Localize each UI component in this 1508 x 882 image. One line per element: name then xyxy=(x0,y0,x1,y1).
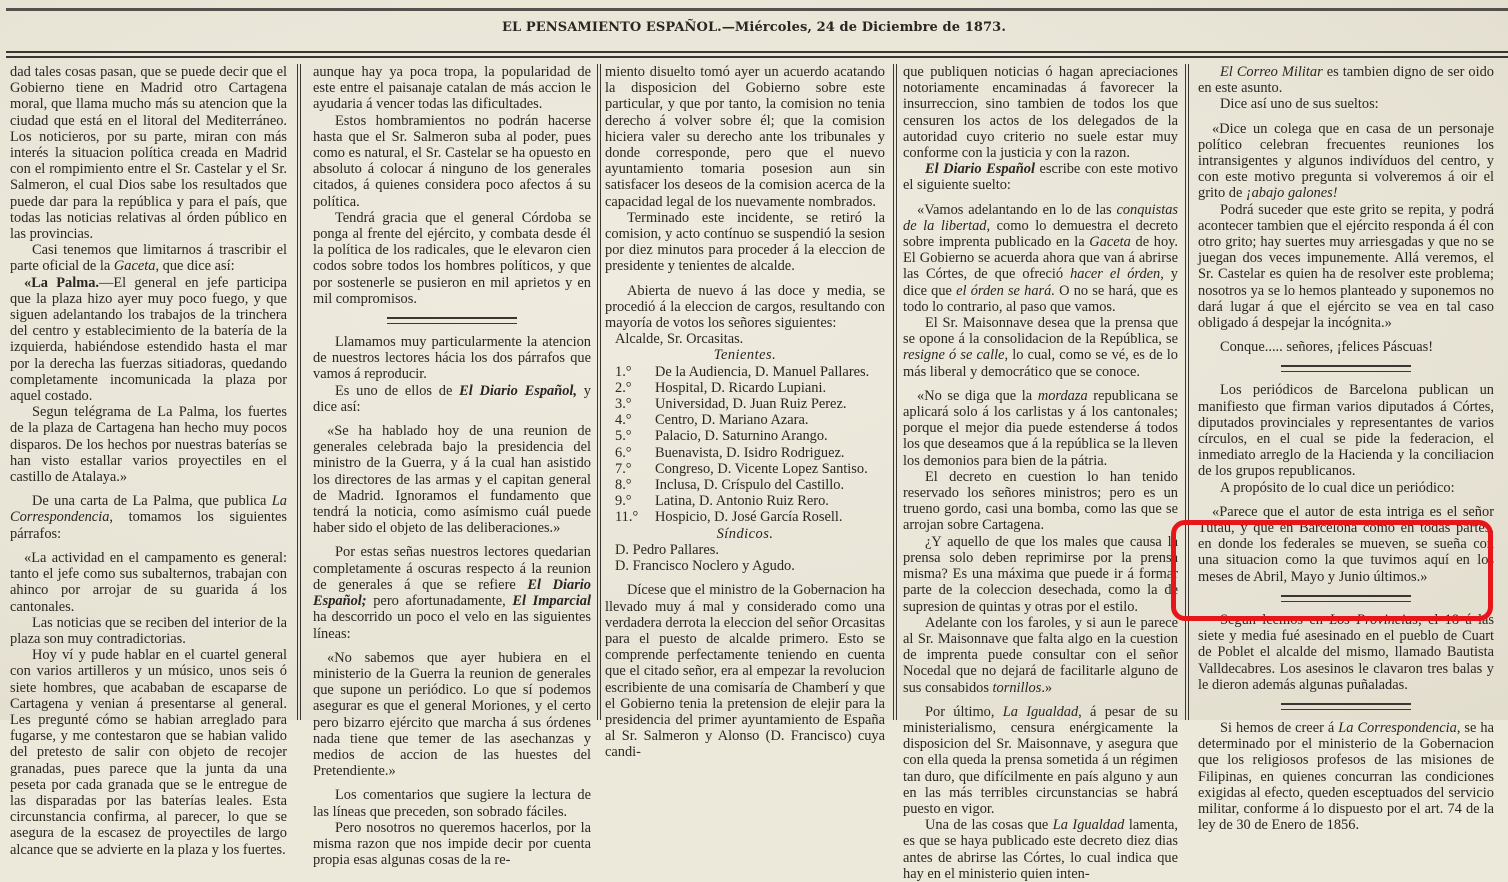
text: , como lo demuestra el decreto sobre imprenta publicado en la xyxy=(903,217,1178,251)
column-divider xyxy=(297,64,298,720)
column-1 xyxy=(10,64,287,858)
teniente-name: Congreso, D. Vicente Lopez Santiso. xyxy=(655,460,868,477)
paragraph xyxy=(903,615,1178,696)
publication-name: La Igualdad xyxy=(1052,817,1125,834)
teniente-item xyxy=(605,396,885,412)
paragraph: Pero nosotros no queremos hacerlos, por la misma razon que nos impide decir por cuenta propia esas algunas cosas de la re- xyxy=(313,819,591,869)
text: escribe con este motivo el siguiente suelto: xyxy=(903,161,1178,194)
paragraph: «La actividad en el campamento es general: tanto el jefe como sus subalternos, trabajan con ahinco por arrojar de su guarida á los cantonales. xyxy=(10,549,287,615)
teniente-name: Centro, D. Mariano Azara. xyxy=(655,412,809,429)
masthead xyxy=(0,20,1508,42)
paragraph: Llamamos muy particularmente la atencion de nuestros lectores hácia los dos párrafos que vamos á reproducir. xyxy=(313,334,591,383)
paragraph: dad tales cosas pasan, que se puede decir que el Gobierno tiene en Madrid otro Cartagena moral, que llama mucho más su atencion que la ciudad que está en el litoral del Mediterráneo. Los noticieros, por su parte, miran con más interés la situacion política creada en Madrid con el rompimiento entre el Sr. Castelar y el Sr. Salmeron, el cual Dios sabe los resultados que puede dar para la república y para el país, que todas las noticias relativas al órden público en las provincias. xyxy=(10,64,287,243)
teniente-item xyxy=(605,412,885,428)
column-2 xyxy=(313,64,591,869)
publication-name: Gaceta xyxy=(113,258,156,275)
paragraph xyxy=(10,493,287,542)
teniente-item xyxy=(605,461,885,477)
teniente-number: 9.° xyxy=(615,493,632,510)
paragraph: Dice así uno de sus sueltos: xyxy=(1220,96,1379,113)
masthead-date: —Miércoles, 24 de Diciembre de 1873. xyxy=(721,20,1006,35)
paragraph xyxy=(10,275,287,405)
column-divider xyxy=(1188,64,1189,720)
masthead-rule-lower xyxy=(6,56,1508,58)
teniente-number: 3.° xyxy=(615,396,632,413)
paragraph: Abierta de nuevo á las doce y media, se procedió á la eleccion de cargos, resultando con mayoría de votos los señores siguientes: xyxy=(605,282,885,332)
text: .» xyxy=(1041,679,1053,696)
masthead-title: EL PENSAMIENTO ESPAÑOL. xyxy=(502,20,722,35)
column-divider xyxy=(1185,64,1186,720)
publication-name: La Correspondencia xyxy=(1338,719,1457,736)
tenientes-list xyxy=(605,364,885,526)
text: Adelante con los faroles, y si aun le parece al Sr. Maisonnave que falta algo en la cuestion de imprenta puede consultar con el señor Nocedal que no dejará de facilitarle alguno de sus consabidos xyxy=(903,614,1178,696)
emphasis: el órden se hará. xyxy=(956,282,1055,299)
text: Por último, xyxy=(925,703,1003,720)
column-divider xyxy=(893,64,894,720)
teniente-name: Latina, D. Antonio Ruiz Rero. xyxy=(655,493,829,510)
dateline: «La Palma. xyxy=(24,274,99,291)
emphasis: tornillos xyxy=(992,679,1042,696)
paragraph xyxy=(1198,64,1494,96)
paragraph: Los periódicos de Barcelona publican un manifiesto que firman varios diputados á Córtes, diputados provinciales y representantes de varios círculos, en el cual se pide la federacion, el inmediato arreglo de la Hacienda y la conciliacion de los grupos republicanos. xyxy=(1198,382,1494,480)
teniente-number: 1.° xyxy=(615,363,632,380)
emphasis: ¡abajo galones! xyxy=(1245,185,1338,202)
highlighted-paragraph xyxy=(1198,612,1494,693)
text: —El general en jefe participa que la plaza hizo ayer muy poco fuego, y que siguen adelantando los trabajos de la trinchera del centro y establecimiento de la batería de la izquierda, habiéndose estendido hasta el mar por la derecha las fuerzas sitiadoras, quedando completamente incomunicada la plaza por aquel costado. xyxy=(10,274,287,405)
text: O no se hará, que es todo lo contrario, al paso que vamos. xyxy=(903,282,1178,315)
teniente-name: Palacio, D. Saturnino Arango. xyxy=(655,428,828,445)
teniente-name: Hospicio, D. José García Rosell. xyxy=(655,509,843,526)
teniente-name: Hospital, D. Ricardo Lupiani. xyxy=(655,379,827,396)
teniente-number: 11.° xyxy=(615,509,639,526)
text: Por estas señas nuestros lectores quedarian completamente á oscuras respecto á la reunion de generales á que se refiere xyxy=(313,544,591,593)
text: «Dice un colega que en casa de un personaje político celebran frecuentes reuniones los intransigentes y algunos indivíduos del centro, y con este motivo pregunta si volveremos á oir el grito de xyxy=(1198,120,1494,202)
column-divider xyxy=(597,64,598,720)
teniente-name: Inclusa, D. Críspulo del Castillo. xyxy=(655,477,845,494)
teniente-name: Buenavista, D. Isidro Rodriguez. xyxy=(655,444,845,461)
publication-name: La Igualdad xyxy=(1002,703,1079,720)
paragraph: Segun telégrama de La Palma, los fuertes de la plaza de Cartagena han hecho muy pocos disparos. De los hechos por nuestras baterías se han visto estallar varios proyectiles en el castillo de Atalaya.» xyxy=(10,404,287,486)
paragraph xyxy=(313,383,591,415)
teniente-item xyxy=(605,445,885,461)
paragraph: «Se ha hablado hoy de una reunion de generales celebrada bajo la presidencia del ministro de la Guerra, y á la cual han asistido los directores de las armas y el capitan general de Madrid. Ignoramos el fundamento que tendrá la noticia, como asímismo cuál puede haber sido el objeto de las deliberaciones.» xyxy=(313,423,591,537)
publication-name: El Correo Militar xyxy=(1220,64,1323,80)
paragraph xyxy=(1198,720,1494,833)
text: , tomamos los siguientes párrafos: xyxy=(10,509,287,542)
paragraph: Las noticias que se reciben del interior de la plaza son muy contradictorias. xyxy=(10,614,287,647)
text: , lo cual, como se vé, es de lo más liberal y democrático que se conoce. xyxy=(903,347,1178,380)
paragraph xyxy=(313,544,591,641)
teniente-item xyxy=(605,380,885,396)
paragraph: Conque..... señores, ¡felices Páscuas! xyxy=(1220,339,1433,356)
paragraph: que publiquen noticias ó hagan apreciaciones notoriamente encaminadas á favorecer la insurreccion, sino tambien de todos los que censuren los actos de los delegados de la autoridad cuyo criterio no suele estar muy conforme con la justicia y con la razon. xyxy=(903,64,1178,162)
teniente-item xyxy=(605,493,885,509)
text: Si hemos de creer á xyxy=(1220,719,1339,736)
text: De una carta de La Palma, que publica xyxy=(32,493,272,510)
teniente-name: Universidad, D. Juan Ruiz Perez. xyxy=(655,396,847,413)
text: «Vamos adelantando en lo de las xyxy=(917,201,1117,218)
column-divider xyxy=(896,64,897,720)
teniente-name: De la Audiencia, D. Manuel Pallares. xyxy=(655,363,870,380)
paragraph: «Parece que el autor de esta intriga es el señor Tutau, y que en Barcelona como en todas partes, en donde los federales se mueven, se sueña con una situacion como la que tuvimos aquí en los meses de Abril, Mayo y Junio últimos.» xyxy=(1198,503,1494,585)
text: es tambien digno de ser oido en este asunto. xyxy=(1198,64,1494,97)
publication-name: La Correspondencia xyxy=(10,493,287,526)
text: «No se diga que la xyxy=(917,387,1038,404)
teniente-item xyxy=(605,428,885,444)
publication-name: El Diario Español; xyxy=(313,576,591,610)
paragraph xyxy=(1198,121,1494,202)
text: lamenta, es que se haya publicado este decreto diez dias antes de abrirse las Córtes, lo cual indica que hay en el ministerio quien inten- xyxy=(903,817,1178,882)
text: , el 18 á las siete y media fué asesinado en el pueblo de Cuart de Poblet el alcalde del mismo, llamado Bautista Valldecabres. Los asesinos le clavaron tres balas y le dieron además algunas puñaladas. xyxy=(1198,611,1494,693)
text: republicana se aplicará solo á los carlistas y á los cantonales; porque el mejor dia puede estenderse á todos los que deseamos que á la república se la lleven los demonios para bien de la pátria. xyxy=(903,387,1178,469)
column-4 xyxy=(903,64,1178,882)
text: y dice así: xyxy=(313,382,591,415)
column-3 xyxy=(605,64,885,761)
sindico-item: D. Pedro Pallares. xyxy=(615,541,719,558)
sindico-item: D. Francisco Noclero y Agudo. xyxy=(615,558,795,575)
text: , y dice que xyxy=(903,266,1178,299)
publication-name: El Imparcial xyxy=(512,593,591,610)
paragraph xyxy=(903,388,1178,469)
paragraph: A propósito de lo cual dice un periódico: xyxy=(1220,479,1455,496)
paragraph xyxy=(903,202,1178,315)
text: Es uno de ellos de xyxy=(335,382,460,399)
text: Una de las cosas que xyxy=(925,817,1053,834)
column-divider xyxy=(300,64,301,720)
text: de hoy. El Gobierno se acuerda ahora que van á abrirse las Córtes, de que ofreció xyxy=(903,234,1178,283)
highlight-annotation-box xyxy=(1171,520,1493,621)
section-separator xyxy=(1281,703,1411,710)
paragraph: Hoy ví y pude hablar en el cuartel general con varios artilleros y un músico, unos seis ó siete hombres, que acababan de escaparse de Cartagena y venian á presentarse al general. Les pregunté cómo se habian arreglado para fugarse, y me contestaron que se habian valido del pretesto de salir con objeto de recojer granadas, pues parece que la junta da una peseta por cada granada que se le entregue de las disparadas por las baterías leales. Esta circunstancia confirma, al parecer, lo que se asegura de la escasez de proyectiles de largo alcance que se advierte en la plaza y los fuertes. xyxy=(10,647,287,858)
publication-name: El Diario Español, xyxy=(459,382,578,399)
section-separator xyxy=(1281,365,1411,372)
text: , se ha determinado por el ministerio de la Gobernacion que los religiosos profesos de las misiones de Filipinas, en quienes concurran las condiciones exigidas al efecto, queden esceptuados del servicio militar, conforme á lo dispuesto por el art. 74 de la ley de 30 de Enero de 1856. xyxy=(1198,719,1494,834)
publication-name: Los Provincias xyxy=(1329,611,1419,628)
masthead-rule-upper xyxy=(6,51,1508,53)
column-divider xyxy=(600,64,601,720)
paragraph: aunque hay ya poca tropa, la popularidad de este entre el paisanaje catalan de más accion le ayudaria á vencer todas las dificultades. xyxy=(313,64,591,113)
emphasis: hacer el órden xyxy=(1070,266,1161,283)
teniente-item xyxy=(605,509,885,525)
publication-name: El Diario Español xyxy=(925,161,1035,178)
paragraph xyxy=(10,242,287,274)
publication-name: Gaceta xyxy=(1089,234,1131,251)
paragraph xyxy=(903,704,1178,817)
text: Segun leemos en xyxy=(1220,611,1330,628)
teniente-item xyxy=(605,477,885,493)
paragraph: Estos hombramientos no podrán hacerse hasta que el Sr. Salmeron suba al poder, pues como es natural, el Sr. Castelar se ha opuesto en absoluto á colocar á ninguno de los generales citados, á quienes considera poco afectos á su política. xyxy=(313,112,591,210)
paragraph: Dícese que el ministro de la Gobernacion ha llevado muy á mal y considerado como una verdadera derrota la eleccion del señor Orcasitas para el puesto de alcalde primero. Esto se comprende perfectamente teniendo en cuenta que el citado señor, era al empezar la revolucion escribiente de una comisaría de Chamberí y que el Gobierno tenia la pretension de elejir para la presidencia del primer ayuntamiento de España al Sr. Salmeron y Alonso (D. Francisco) cuya candi- xyxy=(605,582,885,761)
top-rule xyxy=(6,8,1508,11)
tenientes-heading: Tenientes. xyxy=(713,347,777,364)
teniente-number: 8.° xyxy=(615,477,632,494)
section-separator xyxy=(387,317,517,324)
text: pero afortunadamente, xyxy=(366,593,513,610)
text: , á pesar de su ministerialismo, censura enérgicamente la disposicion del Sr. Maisonnave, y asegura que con ella queda la prensa sometida á un régimen tan duro, que difícilmente en país alguno y aun en las más terribles circunstancias se habrá puesto en vigor. xyxy=(903,703,1178,817)
teniente-number: 4.° xyxy=(615,412,632,429)
alcalde-line: Alcalde, Sr. Orcasitas. xyxy=(615,331,744,348)
paragraph: Tendrá gracia que el general Córdoba se ponga al frente del ejército, y combata desde él la política de los radicales, que le elevaron cien codos sobre todos los hombres políticos, y que por sostenerle se pusieron en mil aprietos y en mil compromisos. xyxy=(313,209,591,307)
paragraph: «No sabemos que ayer hubiera en el ministerio de la Guerra la reunion de generales que supone un periódico. Lo que sí podemos asegurar es que el general Moriones, y el certo pero bizarro ejército que marcha á sus órdenes nada tiene que temer de las asechanzas y medios de accion de las huestes del Pretendiente.» xyxy=(313,649,591,780)
text: El Sr. Maisonnave desea que la prensa que se opone á la consolidacion de la República, se xyxy=(903,315,1178,348)
teniente-number: 2.° xyxy=(615,379,632,396)
text: Casi tenemos que limitarnos á trascribir el parte oficial de la xyxy=(10,242,287,275)
text: , que dice así: xyxy=(155,258,235,275)
emphasis: mordaza xyxy=(1037,387,1088,404)
paragraph xyxy=(903,161,1178,193)
paragraph xyxy=(903,315,1178,380)
column-5 xyxy=(1198,64,1494,834)
paragraph: Terminado este incidente, se retiró la comision, y acto contínuo se suspendió la sesion por diez minutos para proceder á la eleccion de presidente y tenientes de alcalde. xyxy=(605,209,885,275)
teniente-number: 6.° xyxy=(615,444,632,461)
teniente-number: 5.° xyxy=(615,428,632,445)
paragraph xyxy=(903,817,1178,882)
paragraph: Los comentarios que sugiere la lectura de las líneas que preceden, son sobrado fáciles. xyxy=(313,787,591,820)
paragraph: El decreto en cuestion lo han tenido reservado los señores ministros; pero es un trueno gordo, casi una bomba, como las que se arrojan sobre Cartagena. xyxy=(903,468,1178,534)
paragraph: ¿Y aquello de que los males que causa la prensa solo deben reprimirse por la prensa misma? Es una máxima que puede ir á formar parte de la coleccion desechada, como la de supresion de quintas y otras por el estilo. xyxy=(903,533,1178,615)
sindicos-heading: Síndicos. xyxy=(716,525,774,542)
teniente-number: 7.° xyxy=(615,460,632,477)
emphasis: resigne ó se calle xyxy=(903,347,1005,364)
paragraph: miento disuelto tomó ayer un acuerdo acatando la disposicion del Gobierno sobre este particular, y que por tanto, la comision no tenia derecho á volver sobre él; que la comision hiciera valer su derecho ante los tribunales y donde corresponde, pero que el nuevo ayuntamiento tomaria posesion aun sin satisfacer los deseos de la comision acerca de la capacidad legal de los nuevamente nombrados. xyxy=(605,64,885,210)
text: ha descorrido un poco el velo en las siguientes líneas: xyxy=(313,609,591,642)
emphasis: conquistas de la libertad xyxy=(903,201,1178,234)
teniente-item xyxy=(605,364,885,380)
paragraph: Podrá suceder que este grito se repita, y podrá acontecer tambien que el ejército responda á él con otro grito; hay suertes muy arriesgadas y que no se juegan dos veces impunemente. Allá veremos, el Sr. Castelar es quien ha de resolver este problema; nosotros ya se lo hemos planteado y suponemos no dará lugar á que el ejército se vea en tal caso obligado á despejar la incógnita.» xyxy=(1198,201,1494,332)
